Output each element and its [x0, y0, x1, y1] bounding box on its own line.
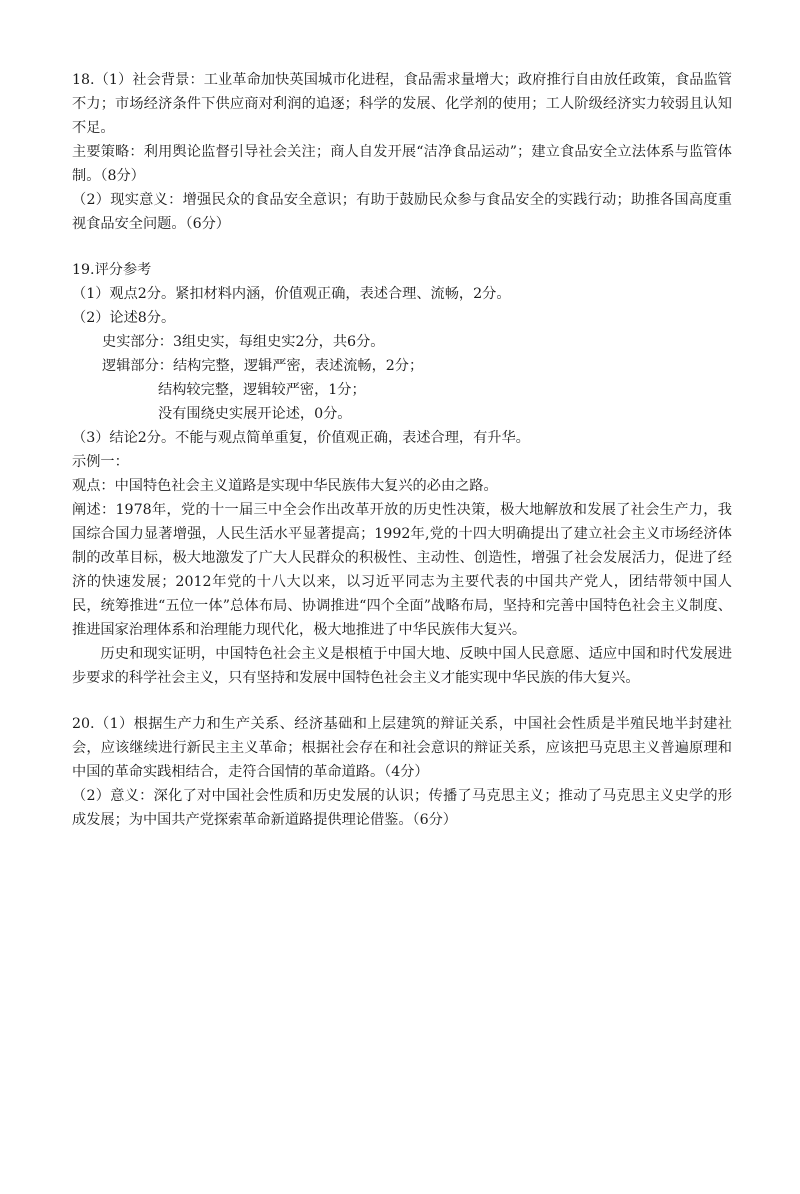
answer-document	[72, 68, 732, 832]
section-gap	[72, 236, 732, 258]
q18-background: 18.（1）社会背景：工业革命加快英国城市化进程，食品需求量增大；政府推行自由放任政策，食品监管不力；市场经济条件下供应商对利润的追逐；科学的发展、化学剂的使用；工人阶级经济实力较弱且认知不足。	[72, 72, 732, 136]
q19-conclusion: 历史和现实证明，中国特色社会主义是根植于中国大地、反映中国人民意愿、适应中国和时代发展进步要求的科学社会主义，只有坚持和发展中国特色社会主义才能实现中华民族的伟大复兴。	[72, 646, 732, 686]
q18-significance: （2）现实意义：增强民众的食品安全意识；有助于鼓励民众参与食品安全的实践行动；助推各国高度重视食品安全问题。（6分）	[72, 192, 732, 232]
q20-part-2: （2）意义：深化了对中国社会性质和历史发展的认识；传播了马克思主义；推动了马克思主义史学的形成发展；为中国共产党探索革命新道路提供理论借鉴。（6分）	[72, 788, 732, 828]
q19-logic-scoring-1: 逻辑部分：结构完整，逻辑严密，表述流畅，2分；	[102, 358, 424, 374]
question-18	[72, 68, 732, 236]
q19-example-label: 示例一：	[72, 454, 129, 470]
q19-item-1: （1）观点2分。紧扣材料内涵，价值观正确，表述合理、流畅，2分。	[72, 286, 511, 302]
q19-logic-scoring-3: 没有围绕史实展开论述，0分。	[158, 406, 352, 422]
q19-logic-scoring-2: 结构较完整，逻辑较严密，1分；	[158, 382, 366, 398]
q18-strategy: 主要策略：利用舆论监督引导社会关注；商人自发开展“洁净食品运动”；建立食品安全立法体系与监管体制。（8分）	[72, 144, 732, 184]
q19-item-3: （3）结论2分。不能与观点简单重复，价值观正确，表述合理，有升华。	[72, 430, 530, 446]
question-19	[72, 258, 732, 690]
q19-title: 19.评分参考	[72, 262, 152, 278]
question-20	[72, 712, 732, 832]
q19-item-2: （2）论述8分。	[72, 310, 176, 326]
section-gap	[72, 690, 732, 712]
q19-fact-scoring: 史实部分：3组史实，每组史实2分，共6分。	[102, 334, 385, 350]
q19-viewpoint: 观点：中国特色社会主义道路是实现中华民族伟大复兴的必由之路。	[72, 478, 498, 494]
q19-argument: 阐述：1978年，党的十一届三中全会作出改革开放的历史性决策，极大地解放和发展了社会生产力，我国综合国力显著增强，人民生活水平显著提高；1992年,党的十四大明确提出了建立社会主义市场经济体制的改革目标，极大地激发了广大人民群众的积极性、主动性、创造性，增强了社会发展活力，促进了经济的快速发展；2012年党的十八大以来，以习近平同志为主要代表的中国共产党人，团结带领中国人民，统筹推进“五位一体”总体布局、协调推进“四个全面”战略布局，坚持和完善中国特色社会主义制度、推进国家治理体系和治理能力现代化，极大地推进了中华民族伟大复兴。	[72, 502, 732, 638]
q20-part-1: 20.（1）根据生产力和生产关系、经济基础和上层建筑的辩证关系，中国社会性质是半殖民地半封建社会，应该继续进行新民主主义革命；根据社会存在和社会意识的辩证关系，应该把马克思主义普遍原理和中国的革命实践相结合，走符合国情的革命道路。（4分）	[72, 716, 732, 780]
